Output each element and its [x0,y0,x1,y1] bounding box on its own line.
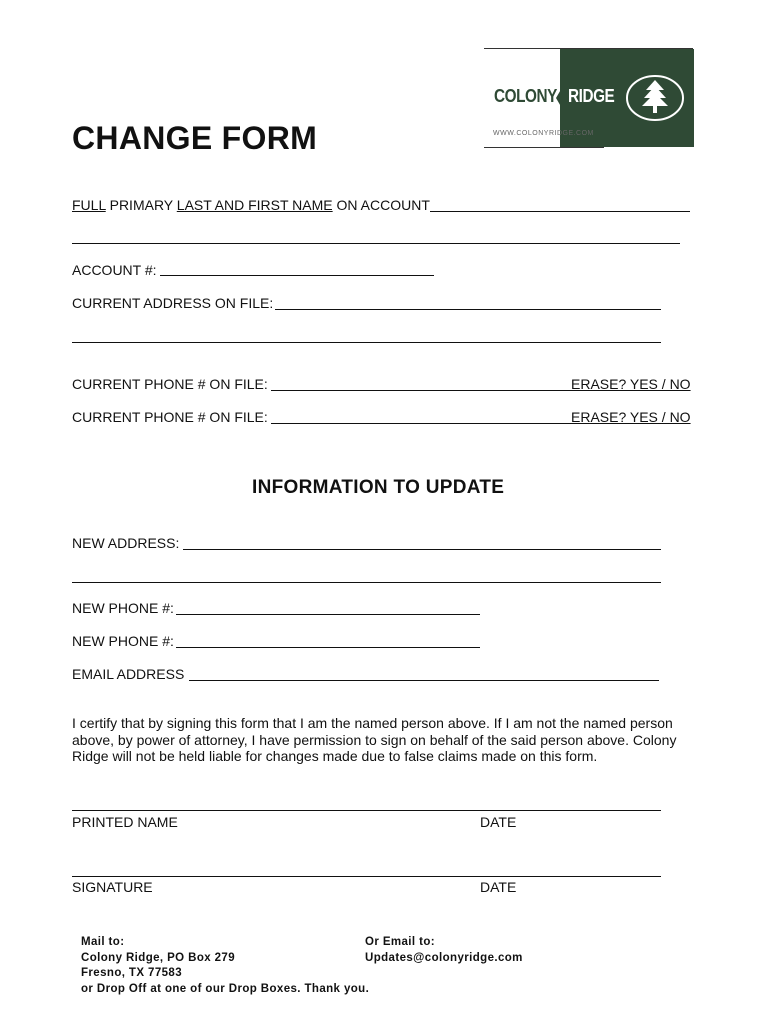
current-phone-2-line[interactable] [271,423,571,424]
section-title: INFORMATION TO UPDATE [252,477,505,498]
mail-heading: Mail to: [81,936,125,948]
current-address-line-2[interactable] [72,342,661,343]
tree-icon [624,74,684,122]
full-name-label-part1: FULL [72,197,106,213]
logo-word-ridge: RIDGE [568,86,615,106]
erase-option-2[interactable]: ERASE? YES / NO [571,409,691,425]
certification-text: I certify that by signing this form that I am the named person above. If I am not the named person above, by power of attorney, I have permission to sign on behalf of the said person above. Colony Ridge will not be held liable for changes made due to false claims made on this form. [72,715,677,764]
full-name-line-1[interactable] [430,211,690,212]
email-address-label: EMAIL ADDRESS [72,666,185,682]
new-address-line-1[interactable] [183,549,661,550]
account-line[interactable] [160,275,434,276]
current-phone-1-line[interactable] [271,390,571,391]
signature-line[interactable] [72,876,661,877]
logo-url: WWW.COLONYRIDGE.COM [493,130,594,137]
erase-option-1[interactable]: ERASE? YES / NO [571,376,691,392]
mail-line-1: Colony Ridge, PO Box 279 [81,951,236,964]
email-heading: Or Email to: [365,936,435,948]
account-label: ACCOUNT #: [72,262,157,278]
printed-name-label: PRINTED NAME [72,814,178,830]
new-address-line-2[interactable] [72,582,661,583]
new-phone-1-line[interactable] [176,614,480,615]
signature-label: SIGNATURE [72,879,153,895]
new-phone-1-label: NEW PHONE #: [72,600,174,616]
full-name-label-part2: PRIMARY [105,197,177,213]
logo-rule-bottom [484,147,604,148]
page-title: CHANGE FORM [72,120,318,156]
printed-name-date-label: DATE [480,814,517,830]
email-link[interactable]: Updates@colonyridge.com [365,951,523,964]
full-name-line-2[interactable] [72,243,680,244]
new-phone-2-line[interactable] [176,647,480,648]
new-address-label: NEW ADDRESS: [72,535,180,551]
email-to-block [365,935,523,966]
new-phone-2-label: NEW PHONE #: [72,633,174,649]
printed-name-line[interactable] [72,810,661,811]
email-address-line[interactable] [189,680,659,681]
current-phone-1-label: CURRENT PHONE # ON FILE: [72,376,268,392]
current-address-line-1[interactable] [275,309,661,310]
current-phone-2-label: CURRENT PHONE # ON FILE: [72,409,268,425]
full-name-label-part3: LAST AND FIRST NAME [176,197,333,213]
mail-line-2: Fresno, TX 77583 [81,967,182,979]
signature-date-label: DATE [480,879,517,895]
mail-to-block [81,935,369,997]
full-name-label-part4: ON ACCOUNT [332,197,430,213]
mail-line-3: or Drop Off at one of our Drop Boxes. Thank you. [81,982,370,995]
logo-word-colony: COLONY [494,86,557,106]
full-name-label [72,197,430,213]
current-address-label: CURRENT ADDRESS ON FILE: [72,295,274,311]
